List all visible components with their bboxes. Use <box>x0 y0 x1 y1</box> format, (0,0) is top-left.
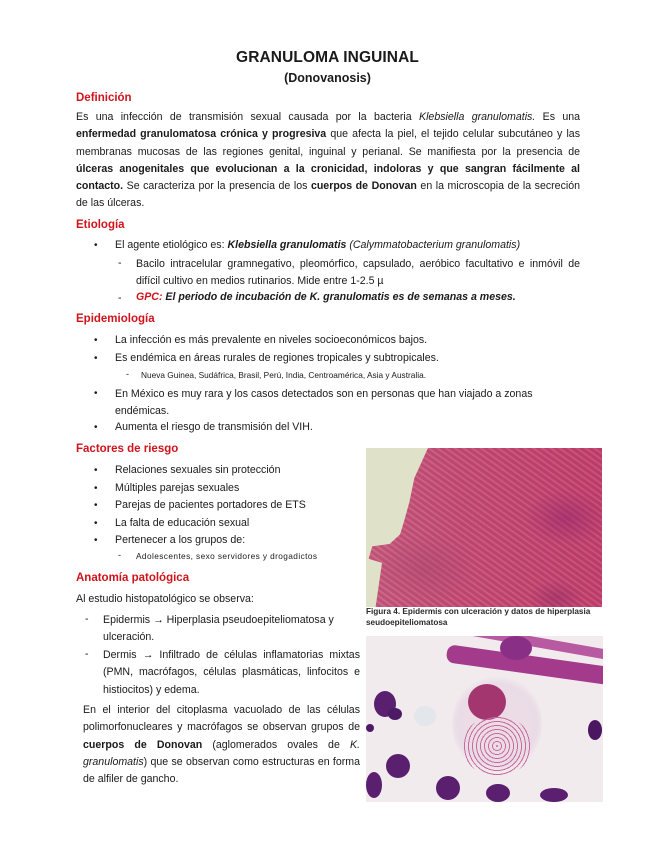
factor-item: Parejas de pacientes portadores de ETS <box>115 499 306 511</box>
text: que afecta la piel, el tejido celular subcutáneo y las membranas mucosas de las regiones genital, inguinal y perianal. Se manifiesta por la presencia de <box>76 128 580 158</box>
label: Dermis <box>103 649 137 661</box>
heading-definicion: Definición <box>76 92 132 104</box>
dash-icon: - <box>118 257 122 269</box>
emphasis: enfermedad granulomatosa crónica y progresiva <box>76 128 327 141</box>
emphasis: cuerpos de Donovan <box>83 738 203 751</box>
red-blood-cell <box>414 706 436 726</box>
emphasis: cuerpos de Donovan <box>310 180 417 193</box>
anatomia-epidermis <box>103 612 360 647</box>
factor-item: Relaciones sexuales sin protección <box>115 464 281 476</box>
neutrophil <box>540 788 568 802</box>
page-subtitle: (Donovanosis) <box>284 71 371 85</box>
heading-factores: Factores de riesgo <box>76 443 179 455</box>
factor-groups: Adolescentes, sexo servidores y drogadictos <box>136 551 318 561</box>
histology-image-donovan-bodies <box>366 636 603 802</box>
text: en la microscopia de la secreción de las úlceras. <box>76 180 581 210</box>
epidemiologia-item: Aumenta el riesgo de transmisión del VIH. <box>115 421 313 433</box>
bullet-icon: • <box>94 388 98 399</box>
factor-item: Múltiples parejas sexuales <box>115 482 240 494</box>
figure-4-caption: Figura 4. Epidermis con ulceración y datos de hiperplasia seudoepiteliomatosa <box>366 607 591 627</box>
cell-nucleus <box>500 636 532 660</box>
text: Infiltrado de células inflamatorias mixtas (PMN, macrófagos, células plasmáticas, linfocitos e histiocitos) y edema. <box>103 649 360 696</box>
slide-background <box>366 448 428 568</box>
text: En el interior del citoplasma vacuolado de las células polimorfonucleares y macrófagos se observan grupos de <box>83 704 360 734</box>
neutrophil <box>386 754 410 778</box>
bullet-icon: • <box>94 422 98 433</box>
heading-etiologia: Etiología <box>76 219 125 231</box>
text: Hiperplasia pseudoepiteliomatosa y ulceración. <box>103 614 334 644</box>
neutrophil <box>388 708 402 720</box>
dash-icon: - <box>85 648 89 660</box>
arrow-right-icon: → <box>142 649 154 661</box>
slide-background <box>366 558 382 607</box>
bullet-icon: • <box>94 483 98 494</box>
text: El agente etiológico es: <box>115 239 228 251</box>
anatomia-donovan-paragraph <box>83 702 360 788</box>
neutrophil <box>366 724 374 732</box>
gpc-label: GPC: <box>136 291 163 303</box>
organism-name: Klebsiella granulomatis. <box>419 111 536 123</box>
bullet-icon: • <box>94 240 98 251</box>
lymphocyte <box>588 720 602 740</box>
arrow-right-icon: → <box>153 614 164 626</box>
neutrophil <box>436 776 460 800</box>
heading-anatomia: Anatomía patológica <box>76 572 190 584</box>
label: Epidermis <box>103 614 151 626</box>
neutrophil <box>366 772 382 798</box>
donovan-bodies <box>462 716 532 776</box>
factor-item: Pertenecer a los grupos de: <box>115 534 246 546</box>
epidemiologia-item: En México es muy rara y los casos detectados son en personas que han viajado a zonas endémicas. <box>115 388 533 418</box>
text: (aglomerados ovales de <box>202 738 350 751</box>
epidemiologia-item: La infección es más prevalente en niveles socioeconómicos bajos. <box>115 334 428 346</box>
anatomia-dermis <box>103 647 360 699</box>
text: ) que se observan como estructuras en forma de alfiler de gancho. <box>83 755 360 786</box>
macrophage-nucleus <box>468 684 506 720</box>
text: Es una <box>535 111 580 123</box>
heading-epidemiologia: Epidemiología <box>76 313 155 325</box>
dash-icon: - <box>126 369 129 379</box>
bullet-icon: • <box>94 535 98 546</box>
text: El periodo de incubación de K. granulomatis es de semanas a meses. <box>162 291 516 303</box>
dash-icon: - <box>118 550 121 560</box>
dash-icon: - <box>118 292 122 304</box>
epidemiologia-regions: Nueva Guinea, Sudáfrica, Brasil, Perú, India, Centroamérica, Asia y Australia. <box>141 370 426 380</box>
factor-item: La falta de educación sexual <box>115 517 250 529</box>
organism-name: Klebsiella granulomatis <box>227 239 347 251</box>
page-title: GRANULOMA INGUINAL <box>236 49 419 66</box>
bullet-icon: • <box>94 335 98 346</box>
bullet-icon: • <box>94 465 98 476</box>
epidemiologia-item: Es endémica en áreas rurales de regiones tropicales y subtropicales. <box>115 352 439 364</box>
anatomia-intro: Al estudio histopatológico se observa: <box>76 593 254 605</box>
etiologia-gpc <box>136 291 516 303</box>
etiologia-subitem: Bacilo intracelular gramnegativo, pleomórfico, capsulado, aeróbico facultativo e inmóvil de difícil cultivo en medios rutinarios. Mide entre 1-2.5 µ <box>136 258 580 288</box>
dash-icon: - <box>85 613 89 625</box>
organism-alt-name: (Calymmatobacterium granulomatis) <box>346 239 521 251</box>
organism-name: K. granulomatis <box>83 738 361 768</box>
text: Es una infección de transmisión sexual causada por la bacteria <box>76 111 420 123</box>
bullet-icon: • <box>94 500 98 511</box>
histology-image-epidermis <box>366 448 602 607</box>
bullet-icon: • <box>94 353 98 364</box>
definicion-paragraph <box>76 109 580 213</box>
etiologia-item <box>115 239 520 251</box>
neutrophil <box>486 784 510 802</box>
text: Se caracteriza por la presencia de los <box>123 180 311 193</box>
emphasis: úlceras anogenitales que evolucionan a la cronicidad, indoloras y que sangran fácilmente al contacto. <box>76 162 580 193</box>
bullet-icon: • <box>94 518 98 529</box>
